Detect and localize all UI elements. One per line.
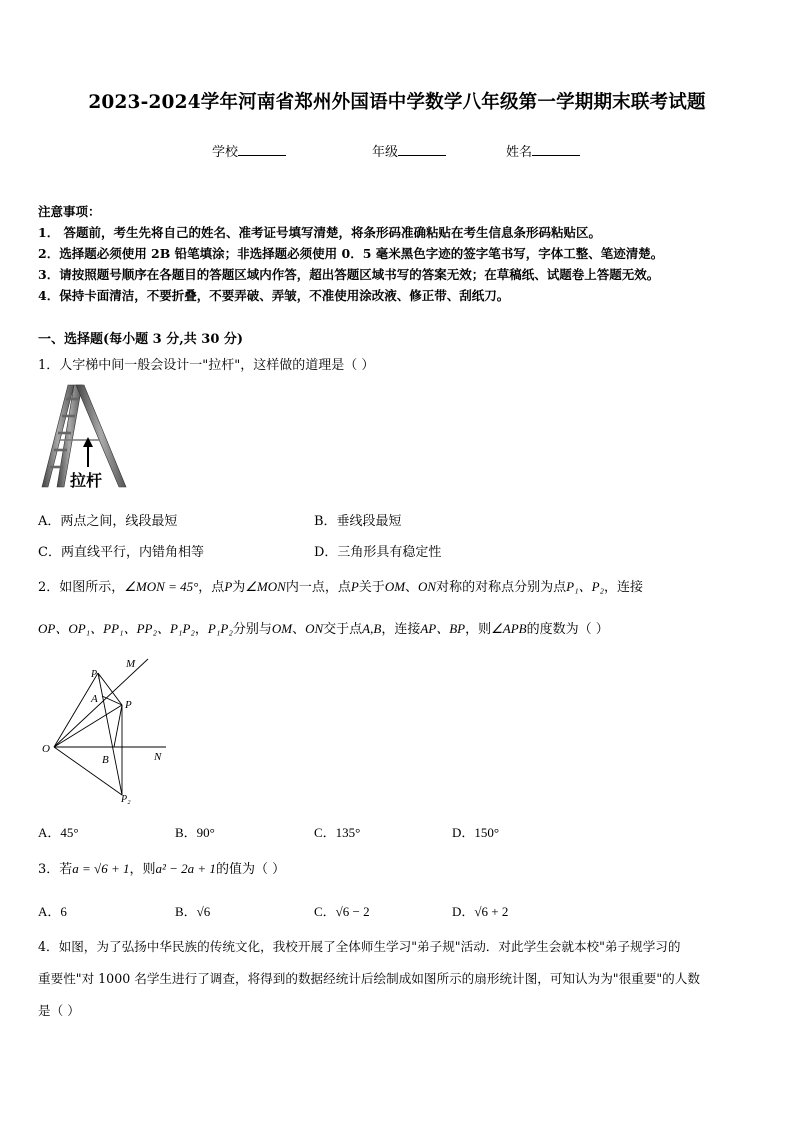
ladder-figure [38,383,130,491]
notes-heading: 注意事项： [38,204,101,219]
q2-stem-line1: 2．如图所示，∠MON = 45°，点P为∠MON内一点，点P关于OM、ON对称的对称点分别为点P₁、P₂，连接 [38,579,644,595]
label-p2: P₂ [121,794,131,805]
q1-option-c[interactable]: C．两直线平行，内错角相等 [38,545,204,560]
name-label: 姓名 [506,145,533,160]
label-m: M [126,658,136,670]
q2-option-a[interactable]: A．45° [38,825,79,840]
q2-stem-line2: OP、OP₁、PP₁、PP₂、P₁P₂，P₁P₂分别与OM、ON交于点A,B，连接AP、BP，则∠APB的度数为（ ） [38,621,609,637]
q3-option-b[interactable]: B．√6 [175,904,211,919]
label-o: O [42,743,50,755]
q1-option-a[interactable]: A．两点之间，线段最短 [38,514,178,529]
ladder-label: 拉杆 [70,473,103,490]
label-n: N [154,751,162,763]
school-field[interactable] [212,141,286,160]
note-item: 3．请按照题号顺序在各题目的答题区域内作答，超出答题区域书写的答案无效；在草稿纸、试题卷上答题无效。 [38,267,660,282]
q4-stem-line1: 4．如图，为了弘扬中华民族的传统文化，我校开展了全体师生学习"弟子规"活动．对此学生会就本校"弟子规学习的 [38,939,681,954]
grade-blank[interactable] [398,143,446,156]
grade-label: 年级 [372,145,399,160]
name-blank[interactable] [532,143,580,156]
q1-option-b[interactable]: B．垂线段最短 [314,514,402,529]
section-heading: 一、选择题(每小题 3 分,共 30 分) [38,332,244,347]
grade-field[interactable] [372,141,446,160]
label-p: P [125,699,132,711]
q2-option-c[interactable]: C．135° [314,825,361,840]
label-a: A [91,693,98,705]
q3-option-c[interactable]: C．√6 − 2 [314,904,370,919]
q2-option-b[interactable]: B．90° [175,825,215,840]
name-field[interactable] [506,141,580,160]
q3-option-d[interactable]: D．√6 + 2 [452,904,509,919]
q2-geometry-figure [38,655,178,805]
label-p1: P₁ [91,669,101,680]
q1-stem: 1．人字梯中间一般会设计一"拉杆"，这样做的道理是（ ） [38,358,375,373]
note-item: 2．选择题必须使用 2B 铅笔填涂；非选择题必须使用 0．5 毫米黑色字迹的签字笔书写，字体工整、笔迹清楚。 [38,246,664,261]
page-title: 2023-2024学年河南省郑州外国语中学数学八年级第一学期期末联考试题 [88,92,706,113]
q4-stem-line3: 是（ ） [38,1003,80,1018]
q4-stem-line2: 重要性"对 1000 名学生进行了调查，将得到的数据经统计后绘制成如图所示的扇形统计图，可知认为为"很重要"的人数 [38,971,700,986]
q3-option-a[interactable]: A．6 [38,904,67,919]
school-label: 学校 [212,145,239,160]
label-b: B [102,754,109,766]
q1-option-d[interactable]: D．三角形具有稳定性 [314,545,442,560]
school-blank[interactable] [238,143,286,156]
q3-stem: 3．若a = √6 + 1，则a² − 2a + 1的值为（ ） [38,861,286,877]
note-item: 1． 答题前，考生先将自己的姓名、准考证号填写清楚，将条形码准确粘贴在考生信息条形码粘贴区。 [38,225,602,240]
q2-option-d[interactable]: D．150° [452,825,500,840]
note-item: 4．保持卡面清洁，不要折叠，不要弄破、弄皱，不准使用涂改液、修正带、刮纸刀。 [38,288,510,303]
